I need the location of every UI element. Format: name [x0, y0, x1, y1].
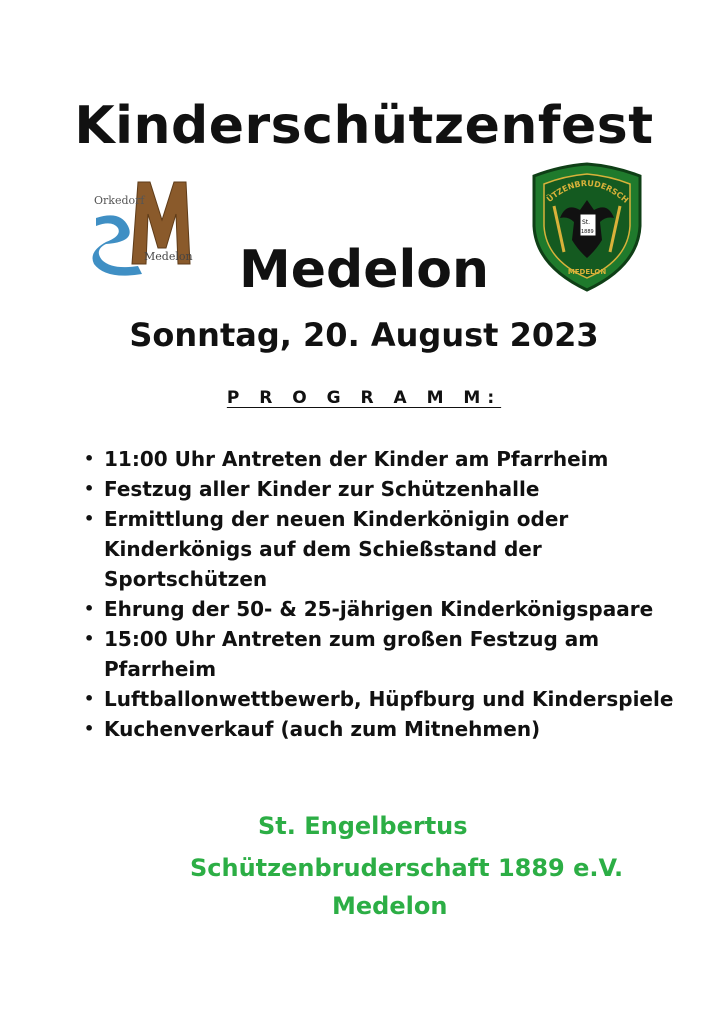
program-heading: P R O G R A M M:: [226, 388, 502, 408]
bullet-icon: •: [84, 479, 95, 498]
program-item: [82, 684, 702, 714]
program-item-text: 15:00 Uhr Antreten zum großen Festzug am Pfarrheim: [104, 627, 600, 681]
crest-bottom-text: MEDELON: [567, 268, 607, 276]
program-item: [82, 594, 702, 624]
program-item: [82, 444, 702, 474]
program-item-text: Luftballonwettbewerb, Hüpfburg und Kinderspiele: [104, 687, 674, 711]
program-item-text: Kuchenverkauf (auch zum Mitnehmen): [104, 717, 541, 741]
place-heading: Medelon: [238, 240, 490, 300]
crest-shield-year: 1889: [581, 229, 594, 235]
bullet-icon: •: [84, 509, 95, 528]
program-item-text: 11:00 Uhr Antreten der Kinder am Pfarrheim: [104, 447, 609, 471]
organizer-line-3: Medelon: [332, 892, 448, 920]
event-date: Sonntag, 20. August 2023: [129, 316, 599, 354]
crest-shield-top: St.: [582, 219, 591, 226]
page-title: Kinderschützenfest: [74, 96, 654, 156]
logo-left-top-text: Orkedorf: [94, 194, 145, 207]
bullet-icon: •: [84, 629, 95, 648]
program-item: [82, 504, 702, 594]
program-item-text: Ehrung der 50- & 25-jährigen Kinderkönigspaare: [104, 597, 654, 621]
program-item-text: Festzug aller Kinder zur Schützenhalle: [104, 477, 540, 501]
bullet-icon: •: [84, 689, 95, 708]
organizer-line-1: St. Engelbertus: [258, 812, 468, 840]
bullet-icon: •: [84, 599, 95, 618]
program-item: [82, 624, 702, 684]
organizer-line-2: Schützenbruderschaft 1889 e.V.: [190, 854, 624, 882]
crest-top-text: ÜTZENBRUDERSCH: [544, 178, 631, 205]
bullet-icon: •: [84, 449, 95, 468]
program-item: [82, 474, 702, 504]
bullet-icon: •: [84, 719, 95, 738]
program-item: [82, 714, 702, 744]
logo-left-bottom-text: Medelon: [144, 250, 193, 263]
program-list: [82, 444, 702, 744]
program-item-text: Ermittlung der neuen Kinderkönigin oder Kinderkönigs auf dem Schießstand der Sportschützen: [104, 507, 569, 591]
